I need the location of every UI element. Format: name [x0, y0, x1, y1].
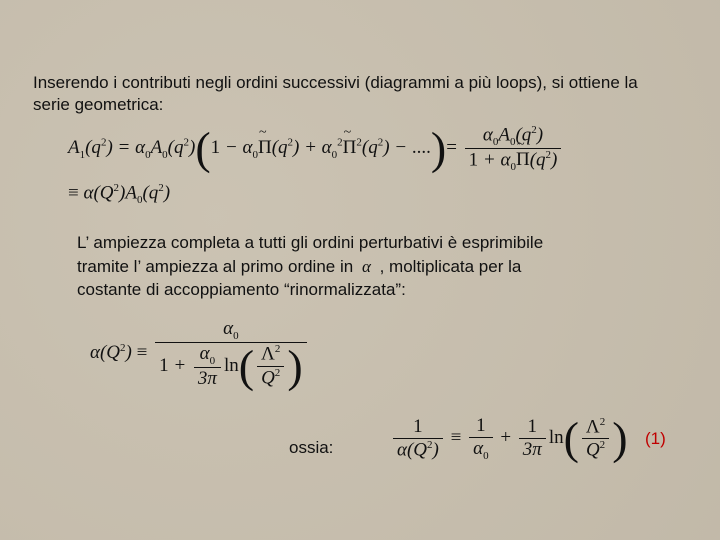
alpha-Q-equivalence: ≡ $\alpha(Q^2)A_0(q^2)$ — [68, 182, 171, 207]
middle-paragraph-line2 — [77, 256, 521, 278]
ossia-label: ossia: — [289, 438, 334, 457]
alpha-symbol: α — [361, 257, 371, 276]
middle-text-part: tramite l’ ampiezza al primo ordine in — [77, 257, 354, 276]
equation-number: (1) — [645, 429, 666, 448]
middle-paragraph-line1: L’ ampiezza completa a tutti gli ordini perturbativi è esprimibile — [77, 233, 544, 252]
running-coupling-formula: $\alpha(Q^2)$ ≡ $\alpha_0$ 1 + $\frac{\alpha_0}{3\pi}$ ln( $\frac{\Lambda^2}{Q^2}$ ) — [90, 318, 310, 390]
middle-paragraph-line3: costante di accoppiamento “rinormalizzata”: — [77, 280, 406, 299]
middle-text-part2: , moltiplicata per la — [379, 257, 522, 276]
geometric-series-equation: $A_1(q^2) = \alpha_0A_0(q^2)(1$ − $\alpha_0\sim$ $\Pi(q^2)$ + $\alpha_0^2\sim$ $\Pi^2(q^2)$ − ....)= $\frac{\alpha_0A_0(q^2)}{1 + \alpha_0\sim \Pi(q^2)}$ — [68, 124, 564, 173]
intro-paragraph: Inserendo i contributi negli ordini successivi (diagrammi a più loops), si ottiene la serie geometrica: — [33, 73, 638, 114]
inverse-coupling-equation: $\frac{1}{\alpha(Q^2)}$ ≡ $\frac{1}{\alpha_0}$ + $\frac{1}{3\pi}$ ln( $\frac{\Lambda^2}{Q^2}$ ) — [390, 415, 628, 462]
